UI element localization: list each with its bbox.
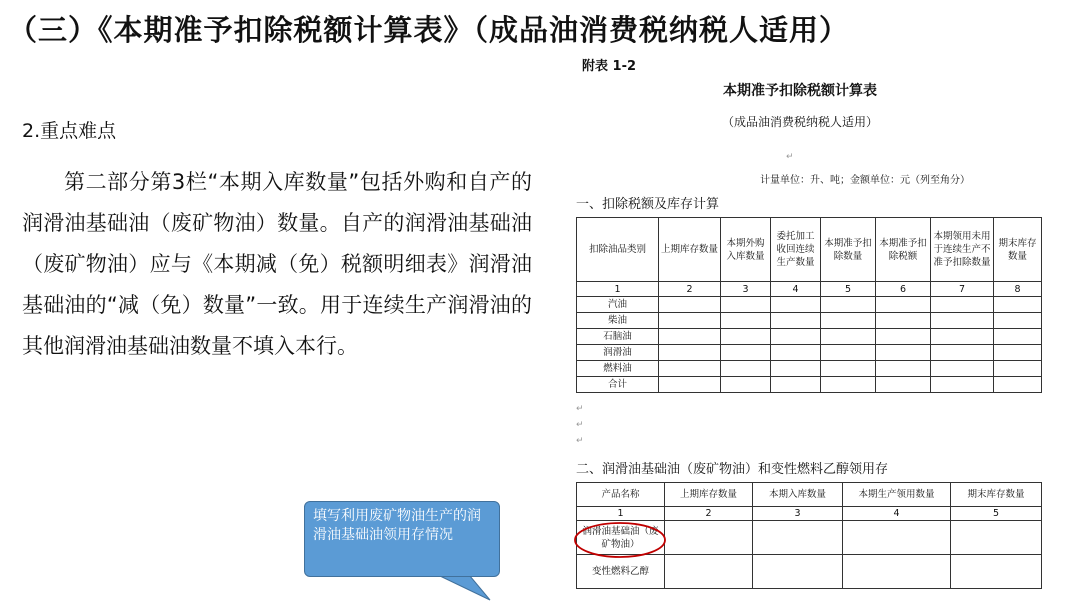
row-label: 润滑油 bbox=[577, 345, 659, 361]
form-subtitle: （成品油消费税纳税人适用） bbox=[721, 115, 878, 129]
appendix-label: 附表 1-2 bbox=[582, 59, 637, 74]
header-cell: 本期准予扣除税额 bbox=[876, 218, 931, 282]
callout-box: 填写利用废矿物油生产的润滑油基础油领用存情况 bbox=[304, 501, 500, 577]
header-cell: 上期库存数量 bbox=[665, 483, 753, 507]
body-paragraph: 第二部分第3栏“本期入库数量”包括外购和自产的润滑油基础油（废矿物油）数量。自产的润滑油基础油（废矿物油）应与《本期减（免）税额明细表》润滑油基础油的“减（免）数量”一致。用于连续生产润滑油的其他润滑油基础油数量不填入本行。 bbox=[22, 170, 532, 358]
section-heading: 2.重点难点 bbox=[22, 120, 117, 142]
form-title: 本期准予扣除税额计算表 bbox=[723, 83, 877, 99]
row-label: 柴油 bbox=[577, 313, 659, 329]
column-number: 6 bbox=[876, 282, 931, 297]
column-number: 3 bbox=[721, 282, 771, 297]
header-cell: 本期入库数量 bbox=[753, 483, 843, 507]
highlight-ring bbox=[575, 523, 665, 557]
column-number: 5 bbox=[821, 282, 876, 297]
unit-line: 计量单位：升、吨；金额单位：元（列至角分） bbox=[760, 175, 970, 186]
column-number: 4 bbox=[843, 507, 951, 521]
column-number: 8 bbox=[994, 282, 1042, 297]
paragraph-mark: ↵ bbox=[576, 404, 584, 414]
column-number: 5 bbox=[951, 507, 1042, 521]
row-label: 汽油 bbox=[577, 297, 659, 313]
header-cell: 上期库存数量 bbox=[659, 218, 721, 282]
header-cell: 期末库存数量 bbox=[951, 483, 1042, 507]
paragraph-mark: ↵ bbox=[576, 436, 584, 446]
header-cell: 产品名称 bbox=[577, 483, 665, 507]
row-label: 润滑油基础油（废矿物油） bbox=[577, 521, 665, 555]
paragraph-mark: ↵ bbox=[786, 152, 794, 162]
paragraph-mark: ↵ bbox=[576, 420, 584, 430]
row-label: 燃料油 bbox=[577, 361, 659, 377]
header-cell: 本期生产领用数量 bbox=[843, 483, 951, 507]
row-label: 合计 bbox=[577, 377, 659, 393]
row-label: 石脑油 bbox=[577, 329, 659, 345]
header-cell: 委托加工收回连续生产数量 bbox=[771, 218, 821, 282]
part1-title: 一、扣除税额及库存计算 bbox=[576, 197, 720, 212]
column-number: 4 bbox=[771, 282, 821, 297]
column-number: 2 bbox=[659, 282, 721, 297]
header-cell: 本期外购入库数量 bbox=[721, 218, 771, 282]
header-cell: 本期准予扣除数量 bbox=[821, 218, 876, 282]
part2-title: 二、润滑油基础油（废矿物油）和变性燃料乙醇领用存 bbox=[576, 462, 889, 477]
callout-pointer bbox=[440, 576, 490, 600]
column-number: 1 bbox=[577, 282, 659, 297]
header-cell: 期末库存数量 bbox=[994, 218, 1042, 282]
header-cell: 本期领用未用于连续生产不准予扣除数量 bbox=[931, 218, 994, 282]
column-number: 2 bbox=[665, 507, 753, 521]
column-number: 1 bbox=[577, 507, 665, 521]
row-label: 变性燃料乙醇 bbox=[577, 555, 665, 589]
page-title: （三）《本期准予扣除税额计算表》（成品油消费税纳税人适用） bbox=[8, 13, 850, 47]
column-number: 3 bbox=[753, 507, 843, 521]
header-cell: 扣除油品类别 bbox=[577, 218, 659, 282]
column-number: 7 bbox=[931, 282, 994, 297]
